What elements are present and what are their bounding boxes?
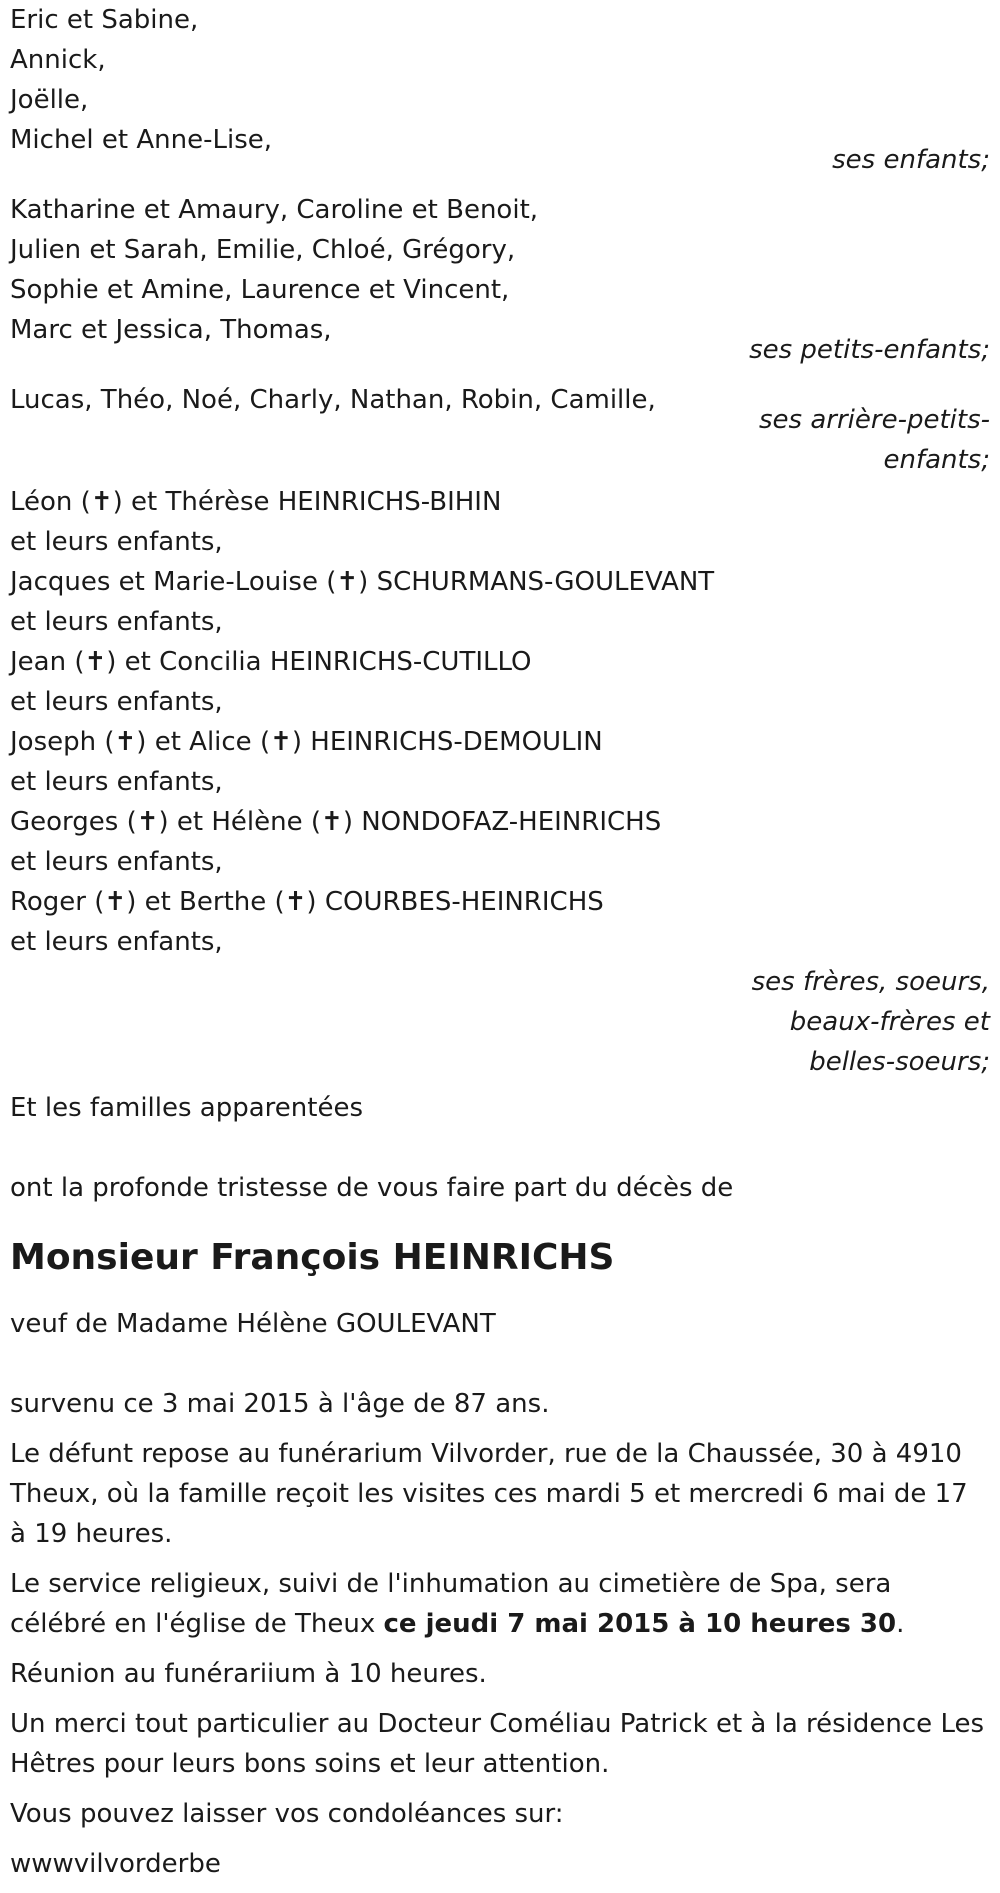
condoleances-site[interactable]: wwwvilvorderbe xyxy=(10,1849,221,1879)
frere-soeur-line: Léon (✝) et Thérèse HEINRICHS-BIHIN xyxy=(10,487,502,517)
frere-soeur-line: et leurs enfants, xyxy=(10,527,223,557)
survenu-text: survenu ce 3 mai 2015 à l'âge de 87 ans. xyxy=(10,1389,550,1419)
service-date: ce jeudi 7 mai 2015 à 10 heures 30 xyxy=(383,1609,897,1639)
merci-text: Un merci tout particulier au Docteur Coméliau Patrick et à la résidence Les Hêtres pour leurs bons soins et leur attention. xyxy=(10,1709,985,1779)
frere-soeur-line: et leurs enfants, xyxy=(10,927,223,957)
freres-caption-line: ses frères, soeurs, xyxy=(751,967,990,997)
enfant-name: Annick, xyxy=(10,45,106,75)
condoleances-text: Vous pouvez laisser vos condoléances sur: xyxy=(10,1799,564,1829)
arriere-petits-enfants-caption xyxy=(759,400,990,480)
reunion-text: Réunion au funérariium à 10 heures. xyxy=(10,1659,487,1689)
frere-soeur-line: et leurs enfants, xyxy=(10,607,223,637)
frere-soeur-line: et leurs enfants, xyxy=(10,687,223,717)
familles-apparentees: Et les familles apparentées xyxy=(10,1093,364,1123)
petit-enfant-names: Sophie et Amine, Laurence et Vincent, xyxy=(10,275,510,305)
petits-enfants-group xyxy=(10,190,990,370)
frere-soeur-line: Joseph (✝) et Alice (✝) HEINRICHS-DEMOULIN xyxy=(10,727,603,757)
freres-soeurs-group xyxy=(10,482,990,1082)
service-text-end: . xyxy=(896,1609,905,1639)
frere-soeur-line: Roger (✝) et Berthe (✝) COURBES-HEINRICHS xyxy=(10,887,604,917)
service-text xyxy=(10,1564,990,1644)
annonce-text: ont la profonde tristesse de vous faire part du décès de xyxy=(10,1173,734,1203)
petit-enfant-names: Marc et Jessica, Thomas, xyxy=(10,315,332,345)
enfant-name: Eric et Sabine, xyxy=(10,5,199,35)
petit-enfant-names: Julien et Sarah, Emilie, Chloé, Grégory, xyxy=(10,235,516,265)
frere-soeur-line: Georges (✝) et Hélène (✝) NONDOFAZ-HEINRICHS xyxy=(10,807,662,837)
arriere-caption-line: ses arrière-petits- xyxy=(759,405,990,435)
service-text-main: Le service religieux, suivi de l'inhumation au cimetière de Spa, sera célébré en l'église de Theux xyxy=(10,1569,892,1639)
petits-enfants-caption-text: ses petits-enfants; xyxy=(749,335,990,365)
frere-soeur-line: et leurs enfants, xyxy=(10,847,223,877)
veuf-text: veuf de Madame Hélène GOULEVANT xyxy=(10,1309,496,1339)
frere-soeur-line: Jacques et Marie-Louise (✝) SCHURMANS-GOULEVANT xyxy=(10,567,715,597)
freres-caption-line: beaux-frères et xyxy=(789,1007,990,1037)
enfant-name: Joëlle, xyxy=(10,85,89,115)
enfants-caption-text: ses enfants; xyxy=(832,145,990,175)
enfants-group xyxy=(10,0,990,180)
arriere-petits-enfants-group xyxy=(10,380,990,482)
repose-text: Le défunt repose au funérarium Vilvorder, rue de la Chaussée, 30 à 4910 Theux, où la famille reçoit les visites ces mardi 5 et mercredi 6 mai de 17 à 19 heures. xyxy=(10,1439,968,1549)
petit-enfant-names: Katharine et Amaury, Caroline et Benoit, xyxy=(10,195,539,225)
frere-soeur-line: Jean (✝) et Concilia HEINRICHS-CUTILLO xyxy=(10,647,532,677)
defunt-name: Monsieur François HEINRICHS xyxy=(10,1237,615,1278)
frere-soeur-line: et leurs enfants, xyxy=(10,767,223,797)
enfant-name: Michel et Anne-Lise, xyxy=(10,125,273,155)
arriere-caption-line: enfants; xyxy=(883,445,990,475)
freres-soeurs-caption xyxy=(10,962,990,1082)
freres-caption-line: belles-soeurs; xyxy=(809,1047,990,1077)
arriere-petit-enfant-names: Lucas, Théo, Noé, Charly, Nathan, Robin, Camille, xyxy=(10,385,656,415)
